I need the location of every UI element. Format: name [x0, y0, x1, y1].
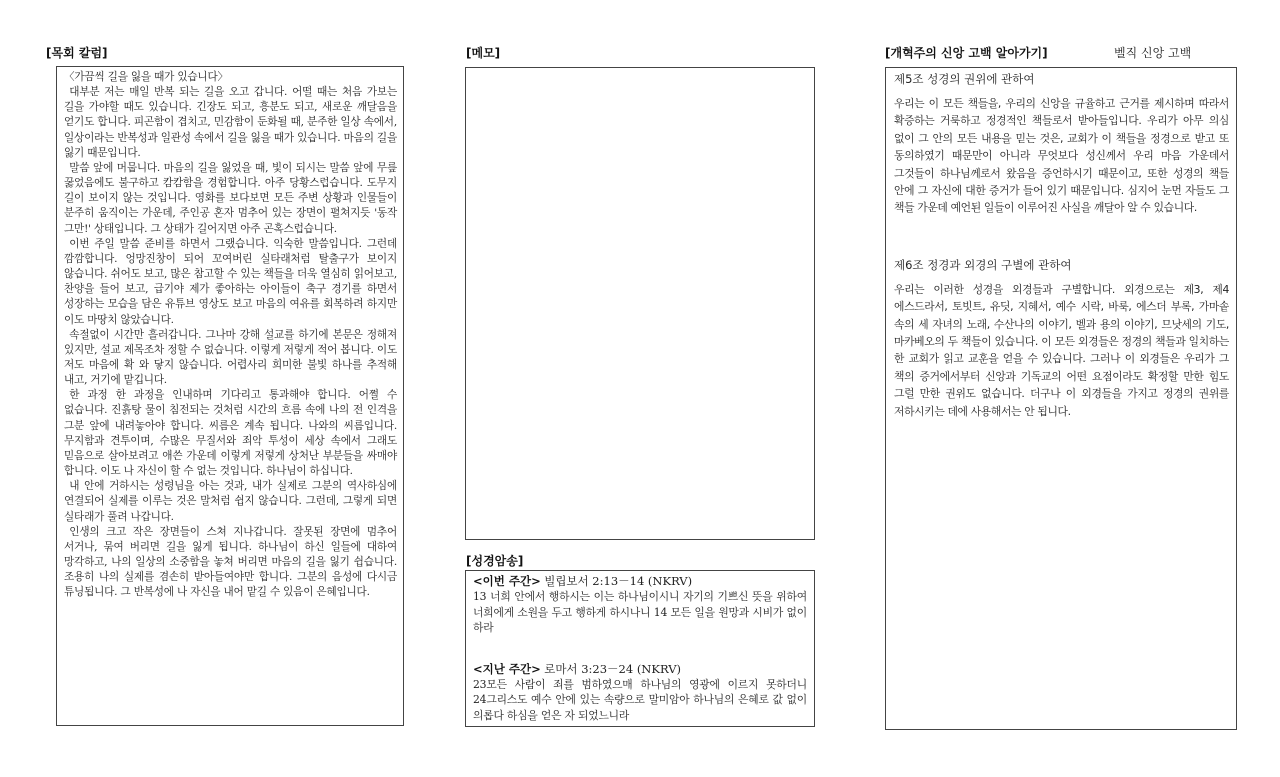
pastor-column-paragraph: 내 안에 거하시는 성령님을 아는 것과, 내가 실제로 그분의 역사하심에 연결되어 실제를 이루는 것은 말처럼 쉽지 않습니다. 그런데, 그렇게 되면 실타래가 풀려 나갑니다. — [64, 480, 397, 523]
article-spacer — [894, 217, 1229, 257]
pastor-column-paragraph: 속절없이 시간만 흘러갑니다. 그나마 강해 설교를 하기에 본문은 정해져 있지만, 설교 제목조차 정할 수 없습니다. 이렇게 저렇게 적어 봅니다. 이도 저도 마음에 확 와 닿지 않습니다. 어렵사리 희미한 불빛 하나를 추적해 내고, 거기에 맡깁니다. — [64, 328, 397, 387]
last-week-reference: 로마서 3:23－24 (NKRV) — [544, 661, 681, 676]
last-week-label: <지난 주간> — [473, 661, 541, 676]
pastor-column-paragraph: 대부분 저는 매일 반복 되는 길을 오고 갑니다. 어떨 때는 처음 가보는 길을 가야할 때도 있습니다. 긴장도 되고, 흥분도 되고, 새로운 깨달음을 얻기도 합니다. 피곤함이 겹치고, 민감함이 둔화될 때, 분주한 일상 속에서, 일상이라는 반복성과 일관성 속에서 길을 잃을 때가 있습니다. 마음의 길을 잃기 때문입니다. — [64, 86, 397, 159]
article-6-body: 우리는 이러한 성경을 외경들과 구별합니다. 외경으로는 제3, 제4 에스드라서, 토빗트, 유딧, 지혜서, 예수 시락, 바룩, 에스더 부록, 가마솥 속의 세 자녀의 노래, 수산나의 이야기, 벨과 용의 이야기, 므낫세의 기도, 마카베오의 두 책들이 있습니다. 이 모든 외경들은 정경의 책들과 일치하는 한 교회가 읽고 교훈을 얻을 수 있습니다. 그러나 이 외경들은 우리가 그 책의 증거에서부터 신앙과 기독교의 어떤 요점이라도 확정할 만한 힘도 그럴 만한 권위도 없습니다. 더구나 이 외경들을 가지고 정경의 권위를 저하시키는 데에 사용해서는 안 됩니다. — [894, 282, 1229, 418]
this-week-reference: 빌립보서 2:13－14 (NKRV) — [544, 574, 693, 588]
pastor-column-paragraph: 한 과정 한 과정을 인내하며 기다리고 통과해야 합니다. 어쩔 수 없습니다. 진흙탕 물이 침전되는 것처럼 시간의 흐름 속에 나의 전 인격을 그분 앞에 내려놓아야 합니다. 씨름은 계속 됩니다. 나와의 씨름입니다. 무지함과 견투이며, 수많은 무질서와 죄악 투성이 세상 속에서 그래도 믿음으로 살아보려고 애쓴 가운데 이렇게 저렇게 상처난 부분들을 싸매야 합니다. 이도 나 자신이 할 수 없는 것입니다. 하나님이 하십니다. — [64, 389, 397, 478]
article-5-title: 제5조 성경의 권위에 관하여 — [894, 72, 1035, 86]
memo-box[interactable] — [465, 67, 815, 540]
pastor-column-title: [목회 칼럼] — [46, 46, 108, 60]
pastor-column-box — [56, 66, 404, 726]
confession-title: [개혁주의 신앙 고백 알아가기] — [885, 46, 1048, 60]
memory-verse-box — [465, 570, 815, 727]
confession-subtitle: 벨직 신앙 고백 — [1114, 46, 1192, 60]
article-6-title: 제6조 정경과 외경의 구별에 관하여 — [894, 257, 1072, 272]
memo-title: [메모] — [466, 46, 501, 60]
pastor-column-paragraph: 이번 주일 말씀 준비를 하면서 그랬습니다. 익숙한 말씀입니다. 그런데 깜깜합니다. 엉망진창이 되어 꼬여버린 실타래처럼 탈출구가 보이지 않습니다. 쉬어도 보고, 많은 참고할 수 있는 책들을 더욱 열심히 읽어보고, 찬양을 들어 보고, 급기야 제가 좋아하는 아이들이 축구 경기를 하면서 성장하는 모습을 담은 유튜브 영상도 보고 마음의 여유를 회복하려 하지만 이도 마땅치 않았습니다. — [64, 237, 397, 326]
this-week-verse-heading — [473, 574, 807, 589]
last-week-verse-heading — [473, 662, 807, 677]
last-week-verse-text: 23모든 사람이 죄를 범하였으매 하나님의 영광에 이르지 못하더니 24그리스도 예수 안에 있는 속량으로 말미암아 하나님의 은혜로 값 없이 의롭다 하심을 얻은 자 되었느니라 — [473, 678, 807, 722]
confession-box — [885, 67, 1237, 730]
memory-verse-title: [성경암송] — [466, 554, 524, 568]
pastor-column-paragraph: 인생의 크고 작은 장면들이 스쳐 지나갑니다. 잘못된 장면에 멈추어 서거나, 묶여 버리면 길을 잃게 됩니다. 하나님이 하신 일들에 대하여 망각하고, 나의 일상의 소중함을 놓쳐 버리면 마음의 길을 잃기 쉽습니다. 조용히 나의 실제를 겸손히 받아들여야만 합니다. 그분의 음성에 다시금 튜닝됩니다. 그 반복성에 나 자신을 내어 맡길 수 있음이 은혜입니다. — [64, 525, 397, 599]
pastor-column-paragraph: 말씀 앞에 머뭅니다. 마음의 길을 잃었을 때, 빛이 되시는 말씀 앞에 무릎 꿇었음에도 불구하고 캄캄함을 경험합니다. 아주 당황스럽습니다. 도무지 길이 보이지 않는 것입니다. 영화를 보다보면 모든 주변 상황과 인물들이 분주히 움직이는 가운데, 주인공 혼자 멈추어 있는 장면이 펼쳐지듯 '동작 그만!' 상태입니다. 그 상태가 길어지면 아주 곤혹스럽습니다. — [64, 161, 397, 235]
article-5-body: 우리는 이 모든 책들을, 우리의 신앙을 규율하고 근거를 제시하며 따라서 확증하는 거룩하고 정경적인 책들로서 받아들입니다. 우리가 아무 의심 없이 그 안의 모든 내용을 믿는 것은, 교회가 이 책들을 정경으로 받고 또 동의하였기 때문만이 아니라 무엇보다 성신께서 우리 마음 가운데서 그것들이 하나님께로서 왔음을 증언하시기 때문이고, 또한 성경의 책들 안에 그 자신에 대한 증거가 들어 있기 때문입니다. 심지어 눈먼 자들도 그 책들 가운데 예언된 일들이 이루어진 사실을 깨달아 알 수 있습니다. — [894, 97, 1229, 215]
this-week-label: <이번 주간> — [473, 574, 541, 588]
pastor-column-heading: 〈가끔씩 길을 잃을 때가 있습니다〉 — [64, 71, 228, 83]
verse-spacer — [473, 636, 807, 662]
this-week-verse-text: 13 너희 안에서 행하시는 이는 하나님이시니 자기의 기쁘신 뜻을 위하여 너희에게 소원을 두고 행하게 하시나니 14 모든 일을 원망과 시비가 없이 하라 — [473, 590, 807, 635]
